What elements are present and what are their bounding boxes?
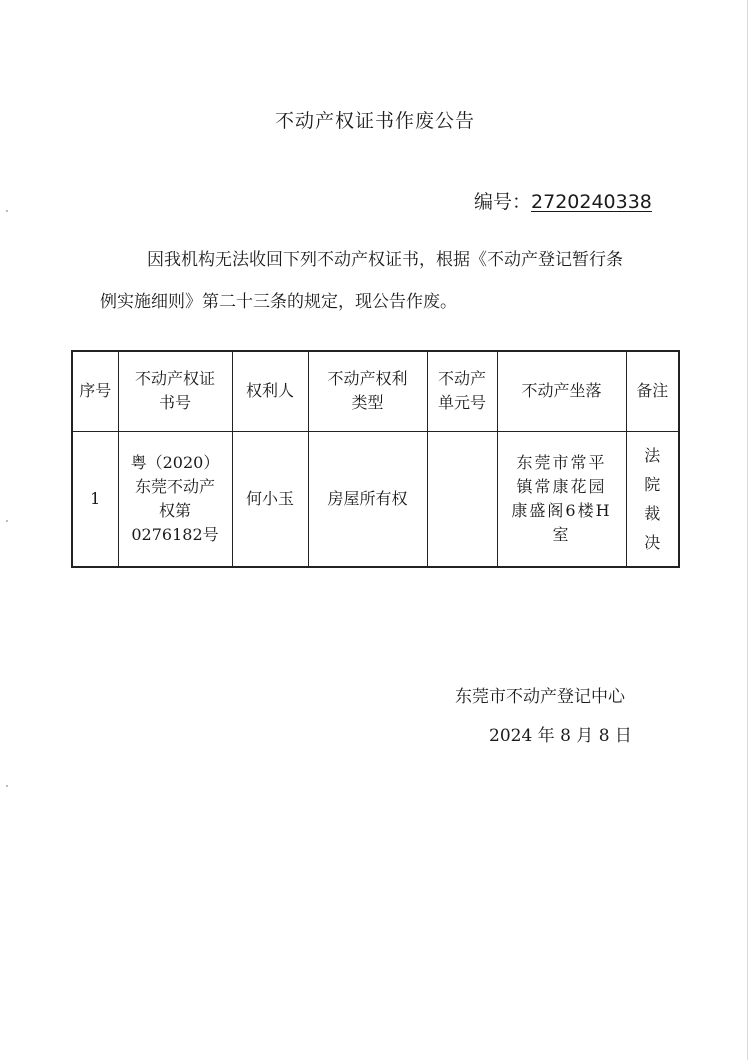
certificate-table	[71, 350, 680, 568]
header-unit-no: 不动产 单元号	[427, 351, 497, 431]
header-seq: 序号	[72, 351, 118, 431]
body-text-line-1: 因我机构无法收回下列不动产权证书，根据《不动产登记暂行条	[147, 250, 623, 270]
document-title: 不动产权证书作废公告	[274, 110, 475, 132]
body-text-line-2: 例实施细则》第二十三条的规定，现公告作废。	[100, 292, 457, 312]
header-location: 不动产坐落	[497, 351, 626, 431]
document-number	[474, 187, 652, 214]
cell-owner: 何小玉	[232, 431, 308, 567]
header-owner: 权利人	[232, 351, 308, 431]
header-cert-no: 不动产权证 书号	[118, 351, 232, 431]
cell-remark: 法 院 裁 决	[626, 431, 679, 567]
table-row	[72, 431, 679, 567]
scan-mark	[6, 785, 8, 787]
document-number-value: 2720240338	[531, 191, 652, 213]
cell-right-type: 房屋所有权	[308, 431, 427, 567]
cell-cert-no: 粤（2020） 东莞不动产 权第 0276182号	[118, 431, 232, 567]
document-number-label: 编号：	[474, 191, 532, 213]
header-right-type: 不动产权利 类型	[308, 351, 427, 431]
scan-mark	[6, 520, 8, 522]
issuing-office: 东莞市不动产登记中心	[455, 687, 625, 707]
cell-seq: 1	[72, 431, 118, 567]
scan-mark	[6, 210, 8, 212]
table-header-row	[72, 351, 679, 431]
issue-date: 2024 年 8 月 8 日	[489, 726, 632, 746]
cell-location: 东莞市常平 镇常康花园 康盛阁6楼H 室	[497, 431, 626, 567]
scan-edge-line	[747, 0, 748, 1060]
header-remark: 备注	[626, 351, 679, 431]
cell-unit-no	[427, 431, 497, 567]
